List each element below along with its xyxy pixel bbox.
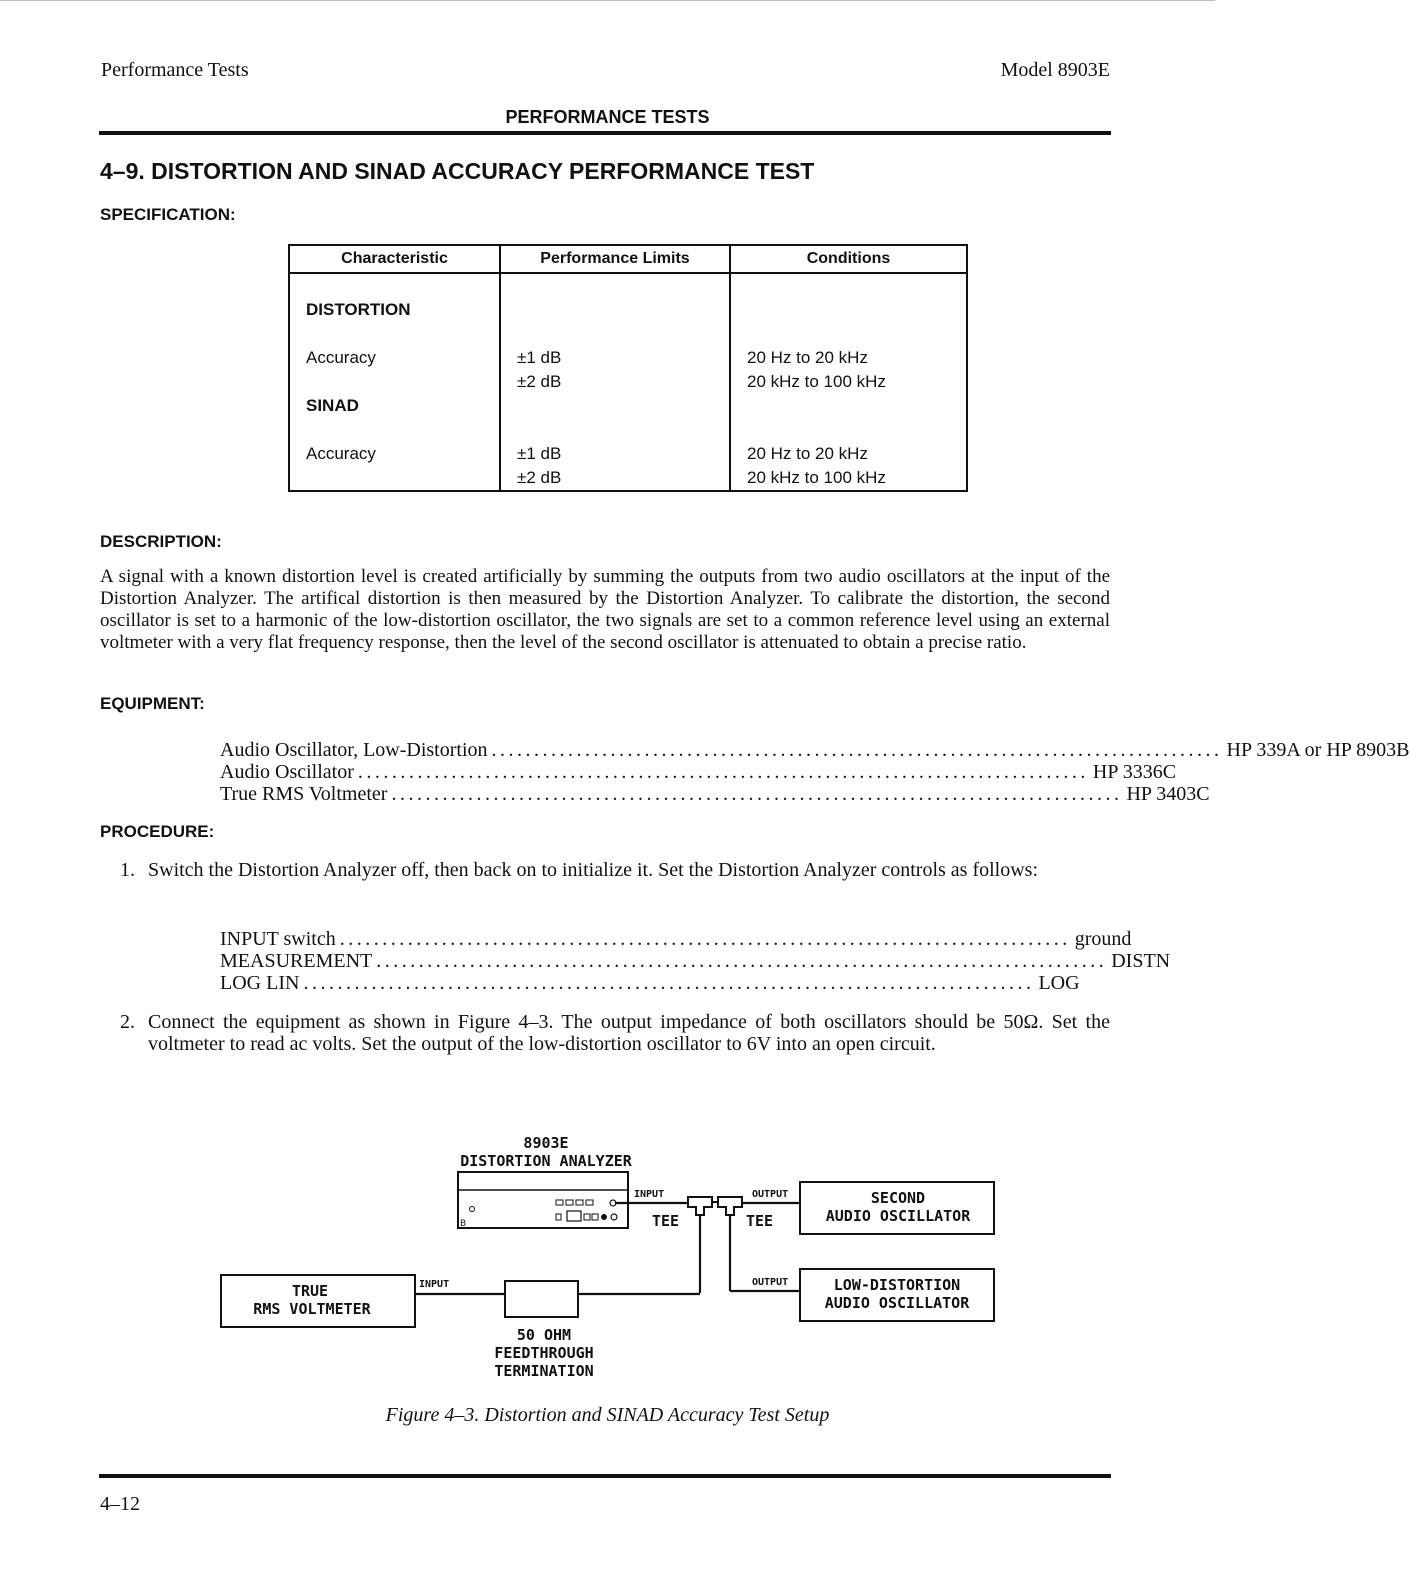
- figure-caption: Figure 4–3. Distortion and SINAD Accuracy Test Setup: [385, 1404, 830, 1426]
- control-value: ground: [1074, 928, 1132, 950]
- group-name: DISTORTION: [306, 300, 411, 319]
- voltmeter-line2: RMS VOLTMETER: [253, 1300, 371, 1318]
- dot-leader: ......................................................................................: [391, 783, 1123, 805]
- lowdist-osc-line2: AUDIO OSCILLATOR: [824, 1294, 970, 1312]
- characteristic-label: Accuracy: [306, 444, 376, 463]
- control-value: LOG: [1038, 972, 1080, 994]
- column-header-limits: Performance Limits: [500, 245, 730, 273]
- analyzer-title-name: DISTORTION ANALYZER: [460, 1152, 632, 1170]
- tee-right-label: TEE: [746, 1212, 774, 1230]
- termination-line3: TERMINATION: [494, 1362, 594, 1380]
- cable-lines: [415, 1203, 800, 1294]
- characteristic-label: Accuracy: [306, 348, 376, 367]
- procedure-heading: PROCEDURE:: [100, 822, 215, 841]
- second-osc-output-label: OUTPUT: [752, 1189, 789, 1200]
- specification-heading: SPECIFICATION:: [100, 205, 236, 224]
- section-heading: PERFORMANCE TESTS: [505, 107, 710, 127]
- description-paragraph: A signal with a known distortion level is created artificially by summing the outputs from two audio oscillators at the input of the Distortion Analyzer. The artifical distortion is then measured by the Distortion Analyzer. To calibrate the distortion, the second oscillator is set to a harmonic of the low-distortion oscillator, the two signals are set to a common reference level using an external voltmeter with a very flat frequency response, then the level of the second oscillator is attenuated to obtain a precise ratio.: [100, 566, 1110, 653]
- feedthrough-termination: [494, 1281, 593, 1380]
- lowdist-osc-output-label: OUTPUT: [752, 1277, 789, 1288]
- limit-value: ±1 dB: [517, 348, 562, 367]
- second-osc-line1: SECOND: [870, 1189, 926, 1207]
- control-name: LOG LIN: [220, 972, 300, 994]
- equipment-name: Audio Oscillator, Low-Distortion: [220, 739, 488, 761]
- running-header-left: Performance Tests: [101, 59, 249, 81]
- dot-leader: ......................................................................................: [303, 972, 1035, 994]
- condition-value: 20 kHz to 100 kHz: [747, 468, 886, 487]
- control-name: INPUT switch: [220, 928, 336, 950]
- control-name: MEASUREMENT: [220, 950, 373, 972]
- dot-leader: ......................................................................................: [491, 739, 1223, 761]
- voltmeter-input-label: INPUT: [419, 1279, 450, 1290]
- tee-left-label: TEE: [652, 1212, 680, 1230]
- description-heading: DESCRIPTION:: [100, 532, 222, 551]
- equipment-model: HP 3403C: [1126, 783, 1210, 805]
- dot-leader: ......................................................................................: [339, 928, 1071, 950]
- footer-rule: [99, 1474, 1111, 1478]
- condition-value: 20 kHz to 100 kHz: [747, 372, 886, 391]
- condition-value: 20 Hz to 20 kHz: [747, 348, 868, 367]
- page-title: 4–9. DISTORTION AND SINAD ACCURACY PERFORMANCE TEST: [100, 158, 815, 184]
- second-audio-oscillator: [800, 1182, 994, 1234]
- group-name: SINAD: [306, 396, 359, 415]
- termination-line2: FEEDTHROUGH: [494, 1344, 594, 1362]
- equipment-name: True RMS Voltmeter: [220, 783, 388, 805]
- analyzer-title-model: 8903E: [523, 1134, 569, 1152]
- power-switch-mark: B: [460, 1219, 467, 1229]
- tee-connectors: [688, 1197, 742, 1215]
- limit-value: ±2 dB: [517, 372, 562, 391]
- lowdist-osc-line1: LOW-DISTORTION: [833, 1276, 961, 1294]
- condition-value: 20 Hz to 20 kHz: [747, 444, 868, 463]
- analyzer-input-label: INPUT: [634, 1189, 665, 1200]
- equipment-model: HP 339A or HP 8903B: [1226, 739, 1410, 761]
- second-osc-line2: AUDIO OSCILLATOR: [825, 1207, 971, 1225]
- limit-value: ±1 dB: [517, 444, 562, 463]
- control-value: DISTN: [1111, 950, 1171, 972]
- running-header-right: Model 8903E: [1000, 59, 1110, 81]
- voltmeter-line1: TRUE: [291, 1282, 329, 1300]
- true-rms-voltmeter: [221, 1275, 415, 1327]
- limit-value: ±2 dB: [517, 468, 562, 487]
- step-number: 1.: [120, 859, 135, 881]
- low-distortion-audio-oscillator: [800, 1269, 994, 1321]
- distortion-analyzer-panel: [458, 1172, 628, 1228]
- column-header-conditions: Conditions: [730, 245, 967, 273]
- equipment-model: HP 3336C: [1092, 761, 1177, 783]
- equipment-name: Audio Oscillator: [220, 761, 354, 783]
- page-number: 4–12: [100, 1493, 140, 1515]
- dot-leader: ......................................................................................: [376, 950, 1108, 972]
- step-text: Connect the equipment as shown in Figure 4–3. The output impedance of both oscillators should be 50Ω. Set the voltmeter to read ac volts. Set the output of the low-distortion oscillator to 6V into an open circuit.: [148, 1011, 1110, 1055]
- column-header-characteristic: Characteristic: [289, 245, 500, 273]
- equipment-heading: EQUIPMENT:: [100, 694, 205, 713]
- step-text: Switch the Distortion Analyzer off, then back on to initialize it. Set the Distortion Analyzer controls as follows:: [148, 859, 1039, 881]
- dot-leader: ......................................................................................: [357, 761, 1089, 783]
- termination-line1: 50 OHM: [516, 1326, 572, 1344]
- step-number: 2.: [120, 1011, 135, 1033]
